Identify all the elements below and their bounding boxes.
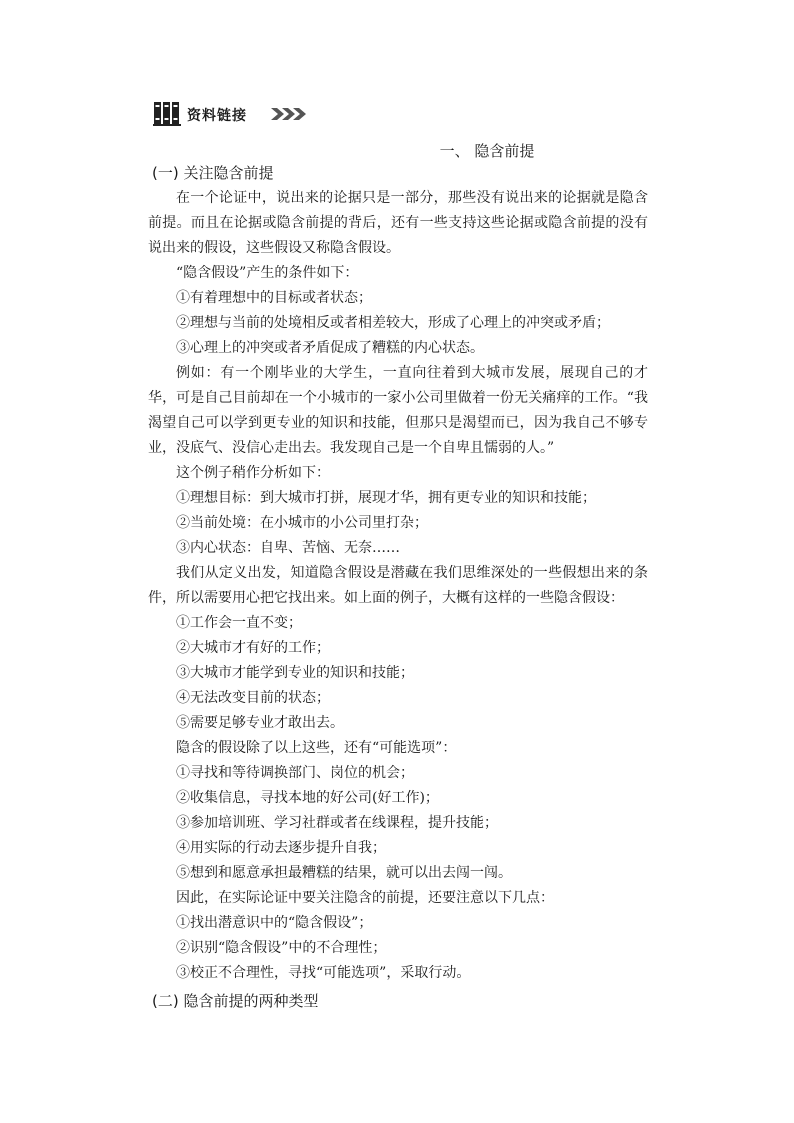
condition-item: ②理想与当前的处境相反或者相差较大，形成了心理上的冲突或矛盾； [176, 315, 610, 331]
condition-item: ①有着理想中的目标或者状态； [176, 290, 372, 306]
chevron-right-icon [271, 106, 311, 122]
condition-item: ③心理上的冲突或者矛盾促成了糟糕的内心状态。 [176, 340, 484, 356]
subsection-heading-1: (一) 关注隐含前提 [152, 164, 274, 182]
attention-item: ③校正不合理性，寻找“可能选项”，采取行动。 [176, 965, 471, 981]
option-item: ⑤想到和愿意承担最糟糕的结果，就可以出去闯一闯。 [176, 865, 512, 881]
example-paragraph: 例如：有一个刚毕业的大学生，一直向往着到大城市发展，展现自己的才华，可是自己目前却在一个小城市的一家小公司里做着一份无关痛痒的工作。“我渴望自己可以学到更专业的知识和技能，但那只是渴望而已，因为我自己不够专业，没底气、没信心走出去。我发现自己是一个自卑且懦弱的人。” [148, 365, 648, 456]
body-text [148, 186, 648, 1011]
books-icon [153, 100, 183, 126]
analysis-item: ③内心状态：自卑、苦恼、无奈…… [176, 540, 400, 556]
subsection-heading-2: (二) 隐含前提的两种类型 [152, 992, 319, 1010]
option-item: ④用实际的行动去逐步提升自我； [176, 840, 386, 856]
assumption-item: ⑤需要足够专业才敢出去。 [176, 715, 344, 731]
banner-label: 资料链接 [187, 108, 247, 124]
assumption-item: ④无法改变目前的状态； [176, 690, 330, 706]
option-item: ①寻找和等待调换部门、岗位的机会； [176, 765, 414, 781]
analysis-intro: 这个例子稍作分析如下： [176, 465, 330, 481]
analysis-item: ②当前处境：在小城市的小公司里打杂； [176, 515, 428, 531]
option-item: ③参加培训班、学习社群或者在线课程，提升技能； [176, 815, 498, 831]
option-item: ②收集信息，寻找本地的好公司(好工作)； [176, 790, 439, 806]
resource-link-banner [153, 96, 313, 130]
assumption-item: ②大城市才有好的工作； [176, 640, 330, 656]
assumption-item: ①工作会一直不变； [176, 615, 302, 631]
attention-item: ②识别“隐含假设”中的不合理性； [176, 940, 387, 956]
options-intro: 隐含的假设除了以上这些，还有“可能选项”： [176, 740, 457, 756]
attention-intro: 因此，在实际论证中要关注隐含的前提，还要注意以下几点： [176, 890, 554, 906]
section-title: 一、 隐含前提 [439, 142, 535, 160]
intro-paragraph: 在一个论证中，说出来的论据只是一部分，那些没有说出来的论据就是隐含前提。而且在论据或隐含前提的背后，还有一些支持这些论据或隐含前提的没有说出来的假设，这些假设又称隐含假设。 [148, 190, 648, 256]
assumption-item: ③大城市才能学到专业的知识和技能； [176, 665, 414, 681]
hidden-assumptions-intro: 我们从定义出发，知道隐含假设是潜藏在我们思维深处的一些假想出来的条件，所以需要用心把它找出来。如上面的例子，大概有这样的一些隐含假设： [148, 565, 648, 606]
conditions-intro: “隐含假设”产生的条件如下： [176, 265, 359, 281]
analysis-item: ①理想目标：到大城市打拼，展现才华，拥有更专业的知识和技能； [176, 490, 596, 506]
attention-item: ①找出潜意识中的“隐含假设”； [176, 915, 373, 931]
